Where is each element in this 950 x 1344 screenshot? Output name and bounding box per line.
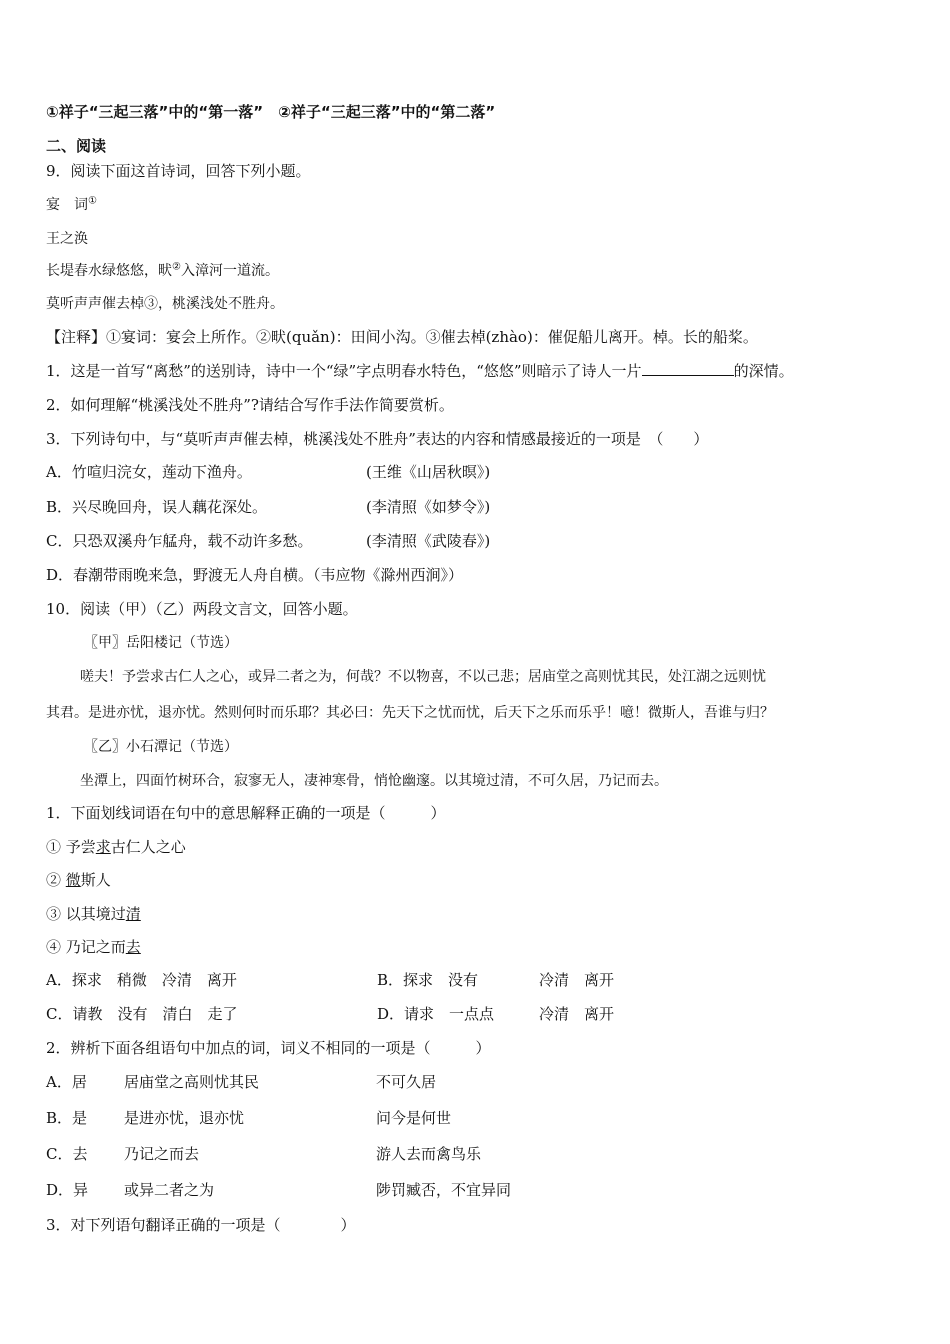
q9-intro: 9．阅读下面这首诗词，回答下列小题。: [46, 162, 311, 180]
poem-line-1-footnote: ②: [172, 261, 181, 273]
jia-paragraph-line-2: 其君。是进亦忧，退亦忧。然则何时而乐耶？其必曰：先天下之忧而忧，后天下之乐而乐乎！噫！微斯人，吾谁与归？: [46, 705, 774, 721]
q10-sub1-option-c: C．请教 没有 清白 走了: [46, 1005, 238, 1023]
q10-sub1-option-b-part1: B．探求 没有: [377, 971, 479, 989]
q9-option-a-source: (王维《山居秋暝》): [366, 463, 491, 481]
poem-title-text: 宴 词: [46, 197, 88, 213]
q9-sub2: 2．如何理解“桃溪浅处不胜舟”?请结合写作手法作简要赏析。: [46, 396, 454, 414]
q10-sub2: 2．辨析下面各组语句中加点的词，词义不相同的一项是（ ）: [46, 1039, 491, 1057]
q10-sub1: 1．下面划线词语在句中的意思解释正确的一项是（ ）: [46, 804, 446, 822]
q10-sub2-row-b-right: 问今是何世: [376, 1109, 452, 1127]
q10-sub2-row-b-label: B．是: [46, 1109, 88, 1127]
q9-option-b: B．兴尽晚回舟，误人藕花深处。: [46, 498, 268, 516]
item-2-underlined: 微: [65, 871, 81, 889]
item-3-underlined: 清: [125, 905, 141, 923]
q10-sub1-item-1: [46, 837, 186, 857]
item-3-pre: ③ 以其境过: [46, 905, 126, 923]
q9-option-d: D．春潮带雨晚来急，野渡无人舟自横。（韦应物《滁州西涧》）: [46, 566, 464, 584]
jia-paragraph-line-1: 嗟夫！予尝求古仁人之心，或异二者之为，何哉？不以物喜，不以己悲；居庙堂之高则忧其民，处江湖之远则忧: [80, 669, 766, 685]
yi-title: 〖乙〗小石潭记（节选）: [84, 739, 238, 755]
item-1-underlined: 求: [95, 838, 111, 856]
item-4-underlined: 去: [125, 938, 141, 956]
q10-sub2-row-a-left: 居庙堂之高则忧其民: [124, 1073, 260, 1091]
poem-line-2: 莫听声声催去棹③，桃溪浅处不胜舟。: [46, 296, 284, 312]
q10-sub1-option-d-part1: D．请求 一点点: [377, 1005, 495, 1023]
item-2-post: 斯人: [80, 871, 111, 889]
yi-paragraph: 坐潭上，四面竹树环合，寂寥无人，凄神寒骨，悄怆幽邃。以其境过清，不可久居，乃记而去。: [80, 773, 668, 789]
q10-sub1-item-2: [46, 870, 111, 890]
previous-options-line: ①祥子“三起三落”中的“第一落” ②祥子“三起三落”中的“第二落”: [46, 103, 496, 121]
poem-line-1-b: 入漳河一道流。: [180, 263, 279, 279]
jia-title: 〖甲〗岳阳楼记（节选）: [84, 635, 238, 651]
q10-sub2-row-c-left: 乃记之而去: [124, 1145, 200, 1163]
q10-sub2-row-d-left: 或异二者之为: [124, 1181, 215, 1199]
q10-sub1-option-a: A．探求 稍微 冷清 离开: [46, 971, 237, 989]
q10-sub1-option-b-part2: 冷清 离开: [539, 971, 615, 989]
poem-title-footnote: ①: [88, 195, 97, 207]
q9-option-b-source: (李清照《如梦令》): [366, 498, 491, 516]
poem-line-1-a: 长堤春水绿悠悠，畎: [46, 263, 172, 279]
q10-sub2-row-c-label: C．去: [46, 1145, 88, 1163]
q10-sub3: 3．对下列语句翻译正确的一项是（ ）: [46, 1216, 356, 1234]
poem-title: [46, 195, 97, 215]
q10-sub1-option-d-part2: 冷清 离开: [539, 1005, 615, 1023]
item-1-pre: ① 予尝: [46, 838, 96, 856]
item-4-pre: ④ 乃记之而: [46, 938, 126, 956]
q9-option-c-source: (李清照《武陵春》): [366, 532, 491, 550]
q9-sub1-tail: 的深情。: [733, 362, 794, 380]
q9-option-a: A．竹喧归浣女，莲动下渔舟。: [46, 463, 252, 481]
q10-sub1-item-3: [46, 904, 141, 924]
q10-sub2-row-a-label: A．居: [46, 1073, 87, 1091]
item-1-post: 古仁人之心: [110, 838, 186, 856]
q9-sub3: 3．下列诗句中，与“莫听声声催去棹，桃溪浅处不胜舟”表达的内容和情感最接近的一项是 （ ）: [46, 430, 709, 448]
poem-author: 王之涣: [46, 231, 88, 247]
q10-sub2-row-d-right: 陟罚臧否，不宜异同: [376, 1181, 512, 1199]
q10-sub2-row-b-left: 是进亦忧，退亦忧: [124, 1109, 245, 1127]
q10-sub2-row-a-right: 不可久居: [376, 1073, 437, 1091]
poem-note: 【注释】①宴词：宴会上所作。②畎(quǎn)：田间小沟。③催去棹(zhào)：催促船儿离开。棹。长的船桨。: [46, 328, 758, 346]
poem-line-1: [46, 261, 279, 281]
q9-sub1: [46, 361, 794, 381]
q10-sub1-item-4: [46, 937, 141, 957]
section-heading: 二、阅读: [46, 137, 107, 155]
answer-blank[interactable]: [642, 361, 734, 376]
item-2-pre: ②: [46, 871, 66, 889]
q10-intro: 10．阅读（甲）（乙）两段文言文，回答小题。: [46, 600, 358, 618]
q9-option-c: C．只恐双溪舟乍艋舟，载不动许多愁。: [46, 532, 313, 550]
q10-sub2-row-c-right: 游人去而禽鸟乐: [376, 1145, 482, 1163]
q9-sub1-text: 1．这是一首写“离愁”的送别诗，诗中一个“绿”字点明春水特色，“悠悠”则暗示了诗人一片: [46, 362, 642, 380]
q10-sub2-row-d-label: D．异: [46, 1181, 89, 1199]
